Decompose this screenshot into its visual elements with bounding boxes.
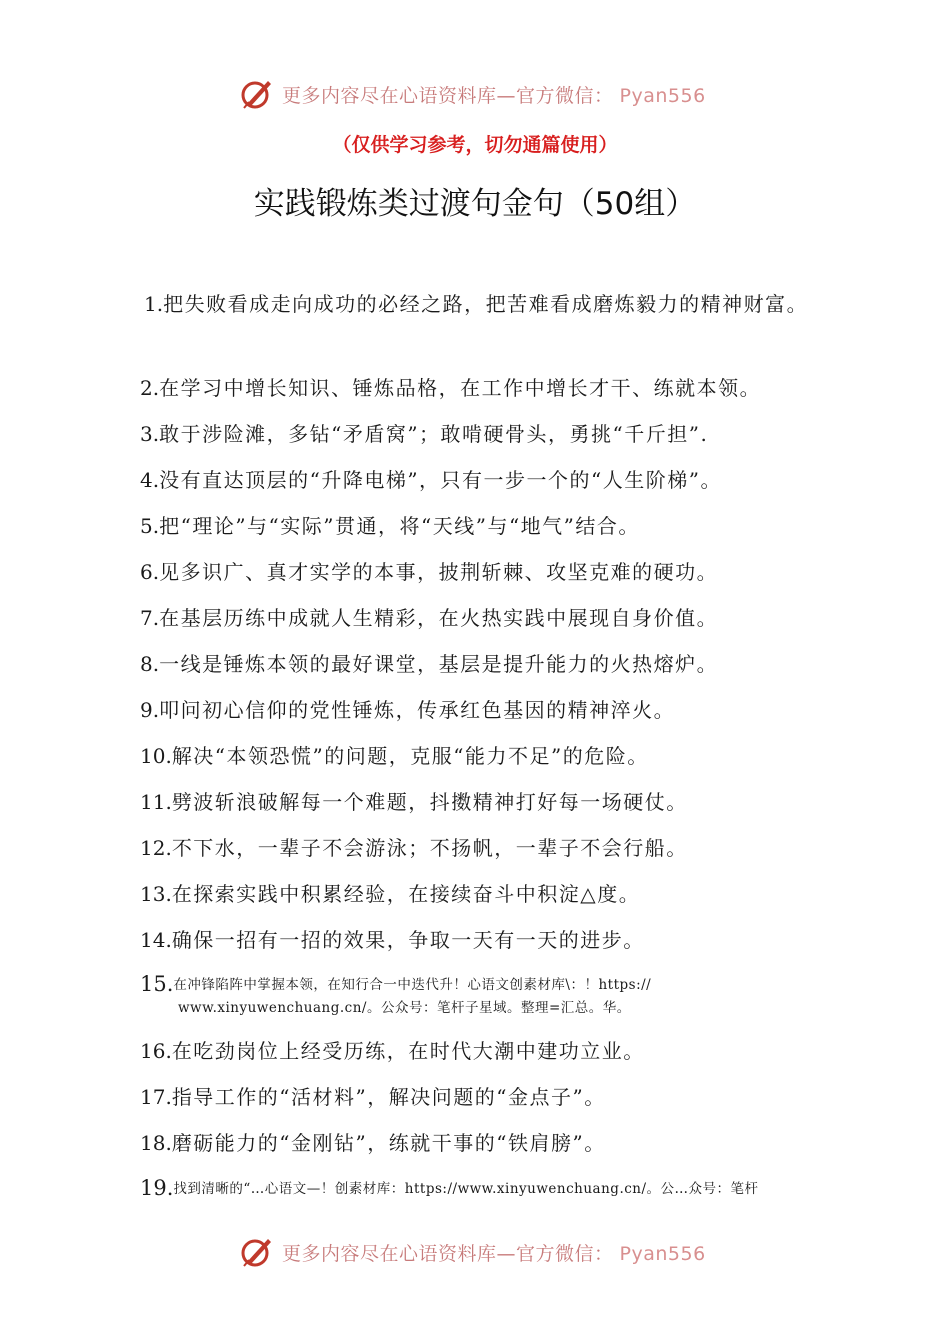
page-title: 实践锻炼类过渡句金句（50组） (253, 186, 697, 222)
list-item: 3.敢于涉险滩，多钻“矛盾窝”；敢啃硬骨头，勇挑“千斤担”. (140, 422, 709, 446)
list-item: 13.在探索实践中积累经验，在接续奋斗中积淀△度。 (140, 882, 641, 906)
list-item: 18.磨砺能力的“金刚钻”，练就干事的“铁肩膀”。 (140, 1131, 606, 1155)
list-item: 19.找到清晰的“…心语文—！创素材库：https://www.xinyuwenchuang.cn/。公…众号：笔杆 (140, 1176, 759, 1200)
banner-text: 更多内容尽在心语资料库—官方微信： Pyan556 (282, 1242, 706, 1265)
list-item: 5.把“理论”与“实际”贯通，将“天线”与“地气”结合。 (140, 514, 640, 538)
pen-logo-icon (240, 1235, 274, 1269)
list-item: 16.在吃劲岗位上经受历练，在时代大潮中建功立业。 (140, 1039, 645, 1063)
list-item: 9.叩问初心信仰的党性锤炼，传承红色基因的精神淬火。 (140, 698, 676, 722)
banner-account: Pyan556 (619, 84, 706, 107)
list-item: 7.在基层历练中成就人生精彩，在火热实践中展现自身价值。 (140, 606, 719, 630)
header-watermark-banner (0, 74, 950, 114)
banner-text: 更多内容尽在心语资料库—官方微信： Pyan556 (282, 84, 706, 107)
list-item: 15.在冲锋陷阵中掌握本领，在知行合一中迭代升！心语文创素材库\：！https:// www.xinyuwenchuang.cn/。公众号：笔杆子星域。整理=汇总。华。 (140, 972, 652, 1016)
list-item: 8.一线是锤炼本领的最好课堂，基层是提升能力的火热熔炉。 (140, 652, 719, 676)
usage-notice: （仅供学习参考，切勿通篇使用） (332, 134, 618, 156)
list-item: 17.指导工作的“活材料”，解决问题的“金点子”。 (140, 1085, 606, 1109)
list-item: 10.解决“本领恐慌”的问题，克服“能力不足”的危险。 (140, 744, 649, 768)
footer-watermark-banner (0, 1232, 950, 1272)
banner-account: Pyan556 (619, 1242, 706, 1265)
list-item: 1.把失败看成走向成功的必经之路，把苦难看成磨炼毅力的精神财富。 (144, 292, 809, 316)
list-item: 12.不下水，一辈子不会游泳；不扬帆，一辈子不会行船。 (140, 836, 688, 860)
list-item: 2.在学习中增长知识、锤炼品格，在工作中增长才干、练就本领。 (140, 376, 762, 400)
list-item: 14.确保一招有一招的效果，争取一天有一天的进步。 (140, 928, 645, 952)
pen-logo-icon (240, 77, 274, 111)
list-item: 11.劈波斩浪破解每一个难题，抖擞精神打好每一场硬仗。 (140, 790, 688, 814)
list-item: 4.没有直达顶层的“升降电梯”，只有一步一个的“人生阶梯”。 (140, 468, 722, 492)
list-item: 6.见多识广、真才实学的本事，披荆斩棘、攻坚克难的硬功。 (140, 560, 719, 584)
